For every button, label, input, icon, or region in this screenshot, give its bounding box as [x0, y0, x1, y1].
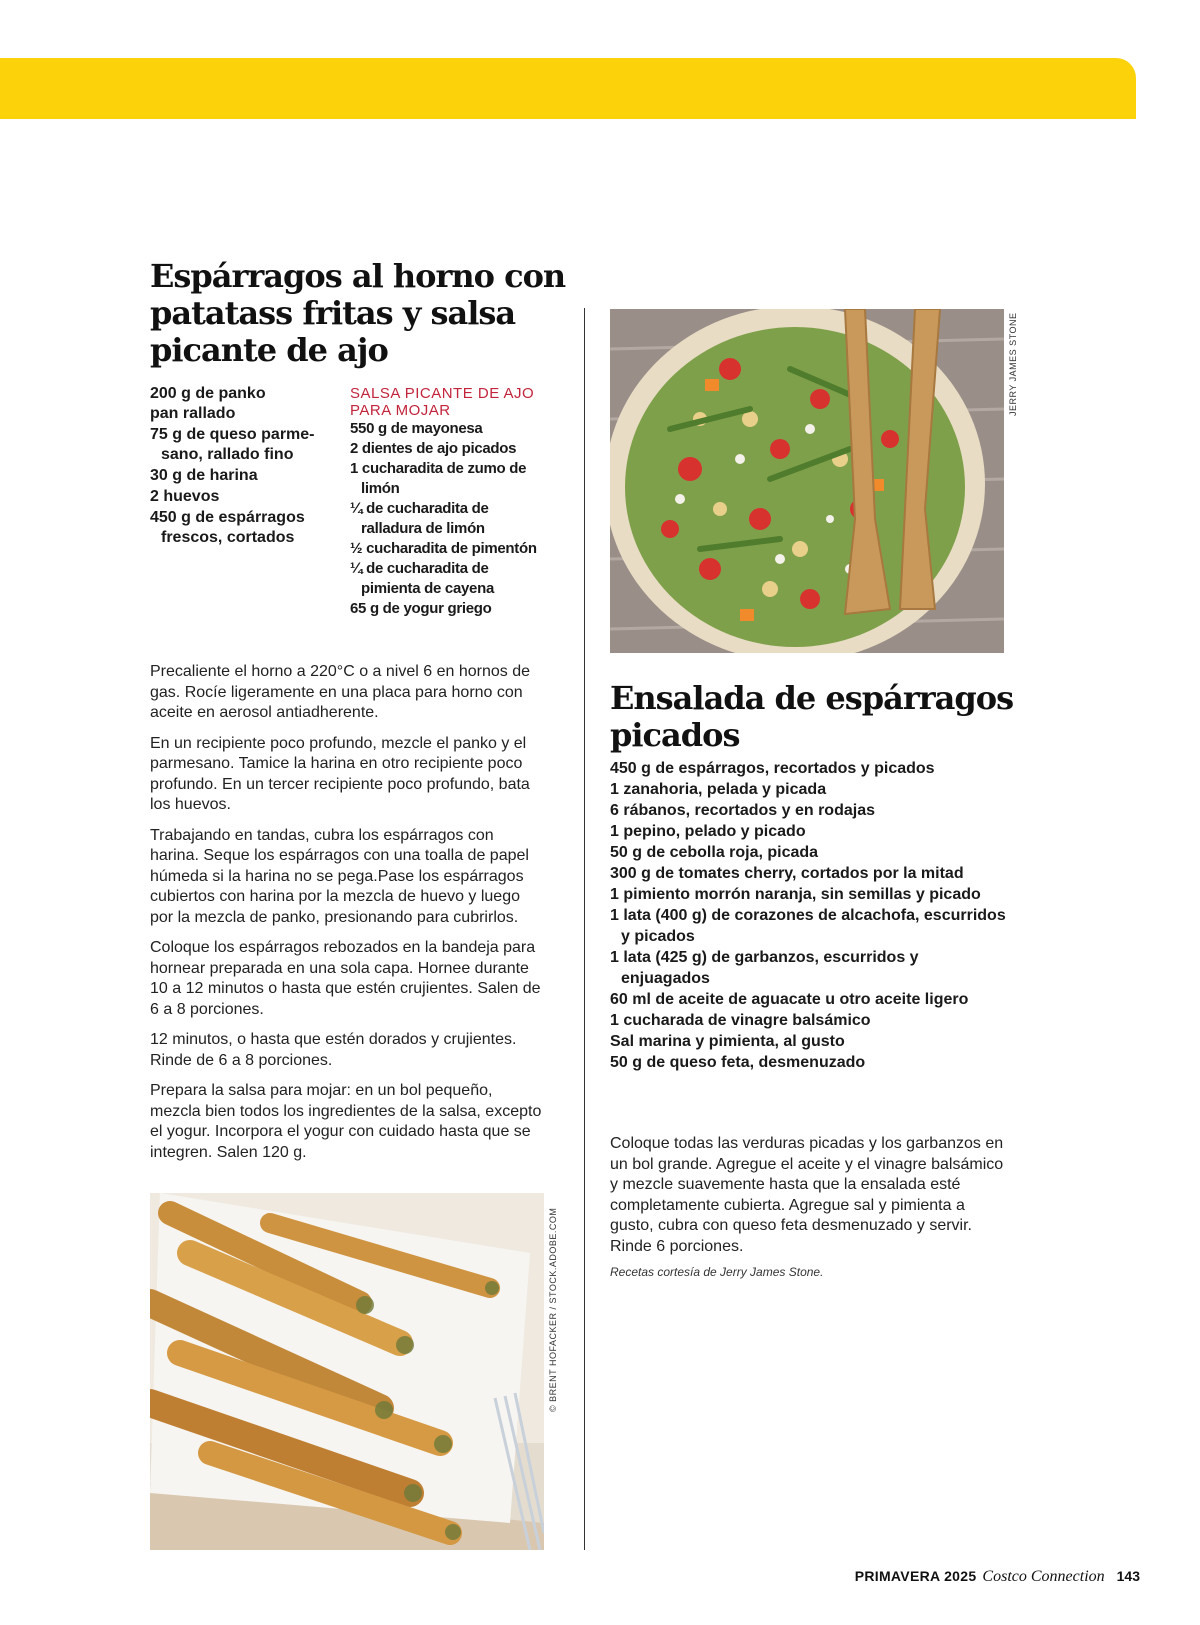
instruction-paragraph: 12 minutos, o hasta que estén dorados y crujientes. Rinde de 6 a 8 porciones. [150, 1031, 517, 1069]
instructions-asparagus [150, 662, 545, 1173]
ingredient-item: 450 g de espárragos frescos, cortados [150, 509, 305, 546]
ingredient-item: 65 g de yogur griego [350, 600, 492, 617]
photo-asparagus-salad [610, 309, 1004, 653]
ingredient-list-salad [610, 758, 1010, 1073]
photo-credit-salad: JERRY JAMES STONE [1008, 312, 1018, 416]
ingredient-item: 200 g de panko [150, 385, 266, 402]
instructions-salad [610, 1134, 1010, 1267]
recipe-credit-note: Recetas cortesía de Jerry James Stone. [610, 1265, 824, 1279]
ingredient-list-asparagus [150, 384, 340, 549]
ingredient-item: 6 rábanos, recortados y en rodajas [610, 802, 875, 819]
page-footer [855, 1568, 1140, 1586]
photo-credit-fries: © BRENT HOFACKER / STOCK.ADOBE.COM [548, 1207, 558, 1412]
instruction-paragraph: Coloque los espárragos rebozados en la bandeja para hornear preparada en una sola capa. Hornee durante 10 a 12 minutos o hasta que estén crujientes. Salen de 6 a 8 porciones. [150, 939, 541, 1018]
ingredient-item: 300 g de tomates cherry, cortados por la mitad [610, 865, 964, 882]
instruction-paragraph: Precaliente el horno a 220°C o a nivel 6 en hornos de gas. Rocíe ligeramente en una placa para horno con aceite en aerosol antiadherente. [150, 663, 530, 721]
ingredient-list-sauce [350, 419, 550, 619]
magazine-name: Costco Connection [982, 1568, 1105, 1585]
ingredient-item: 1 cucharada de vinagre balsámico [610, 1012, 871, 1029]
ingredient-item: ¼ de cucharadita de pimienta de cayena [350, 560, 494, 597]
ingredient-item: 75 g de queso parme-sano, rallado fino [150, 426, 315, 463]
sauce-heading: SALSA PICANTE DE AJO PARA MOJAR [350, 385, 535, 419]
page-number: 143 [1116, 1568, 1140, 1584]
ingredient-item: ¼ de cucharadita de ralladura de limón [350, 500, 489, 537]
issue-season: PRIMAVERA 2025 [854, 1568, 977, 1584]
ingredient-item: 2 dientes de ajo picados [350, 440, 517, 457]
recipe-title-asparagus-salad: Ensalada de espárragos picados [610, 679, 1014, 754]
ingredient-item: pan rallado [150, 405, 236, 422]
ingredient-item: 1 pimiento morrón naranja, sin semillas y picado [610, 886, 981, 903]
ingredient-item: 1 cucharadita de zumo de limón [350, 460, 527, 497]
instruction-paragraph: Trabajando en tandas, cubra los espárragos con harina. Seque los espárragos con una toalla de papel húmeda si la harina no se pega.Pase los espárragos cubiertos con harina por la mezcla de huevo y luego por la mezcla de panko, presionando para cubrirlos. [150, 826, 529, 926]
ingredient-item: 1 lata (400 g) de corazones de alcachofa, escurridos y picados [610, 907, 1006, 945]
ingredient-item: 50 g de cebolla roja, picada [610, 844, 819, 861]
instruction-paragraph: Prepara la salsa para mojar: en un bol pequeño, mezcla bien todos los ingredientes de la salsa, excepto el yogur. Incorpora el yogur con cuidado hasta que se integren. Salen 120 g. [150, 1082, 542, 1161]
column-divider [584, 308, 585, 1550]
ingredient-item: ½ cucharadita de pimentón [350, 540, 537, 557]
ingredient-item: 1 lata (425 g) de garbanzos, escurridos y enjuagados [610, 949, 919, 987]
photo-asparagus-fries [150, 1193, 544, 1550]
ingredient-item: 2 huevos [150, 488, 220, 505]
instruction-paragraph: Coloque todas las verduras picadas y los garbanzos en un bol grande. Agregue el aceite y el vinagre balsámico y mezcle suavemente hasta que la ensalada esté completamente cubierta. Agregue sal y pimienta a gusto, cubra con queso feta desmenuzado y servir. Rinde 6 porciones. [610, 1135, 1004, 1255]
ingredient-item: 550 g de mayonesa [350, 420, 483, 437]
ingredient-item: 50 g de queso feta, desmenuzado [610, 1054, 866, 1071]
ingredient-item: 1 pepino, pelado y picado [610, 823, 806, 840]
ingredient-item: Sal marina y pimienta, al gusto [610, 1033, 845, 1050]
ingredient-item: 450 g de espárragos, recortados y picados [610, 760, 935, 777]
header-color-band [0, 58, 1136, 119]
ingredient-item: 60 ml de aceite de aguacate u otro aceite ligero [610, 991, 969, 1008]
instruction-paragraph: En un recipiente poco profundo, mezcle el panko y el parmesano. Tamice la harina en otro recipiente poco profundo. En un tercer recipiente poco profundo, bata los huevos. [150, 734, 530, 813]
recipe-title-roasted-asparagus: Espárragos al horno con patatass fritas y salsa picante de ajo [150, 257, 566, 369]
ingredient-item: 1 zanahoria, pelada y picada [610, 781, 827, 798]
ingredient-item: 30 g de harina [150, 467, 258, 484]
